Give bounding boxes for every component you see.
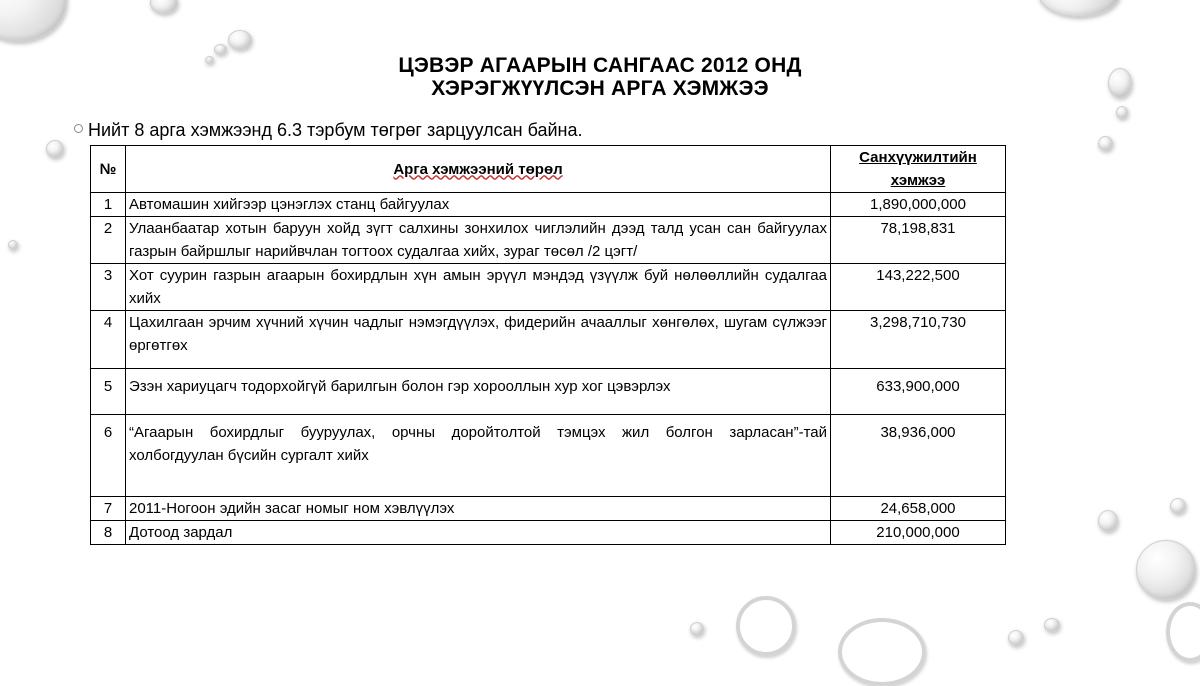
water-ring-decoration <box>736 596 796 656</box>
water-drop-decoration <box>1008 630 1024 646</box>
row-description: Эзэн хариуцагч тодорхойгүй барилгын болон гэр хорооллын хур хог цэвэрлэх <box>126 369 831 415</box>
row-description: “Агаарын бохирдлыг бууруулах, орчны доройтолтой тэмцэх жил болгон зарласан”-тай холбогдуулан бүсийн сургалт хийх <box>126 415 831 497</box>
water-drop-decoration <box>0 0 67 42</box>
table-header-row <box>91 146 1006 193</box>
water-drop-decoration <box>228 30 252 50</box>
table-row <box>91 311 1006 369</box>
header-funding-line-1: Санхүүжилтийн <box>859 149 977 166</box>
slide-title <box>0 54 1200 100</box>
row-amount: 38,936,000 <box>831 415 1006 497</box>
table-row <box>91 217 1006 264</box>
header-funding-amount <box>831 146 1006 193</box>
water-ring-decoration <box>1166 602 1200 662</box>
row-amount: 210,000,000 <box>831 521 1006 545</box>
header-measure-type: Арга хэмжээний төрөл <box>126 146 831 193</box>
water-drop-decoration <box>8 240 18 250</box>
table-row <box>91 521 1006 545</box>
water-drop-decoration <box>46 140 64 158</box>
row-description: Хот суурин газрын агаарын бохирдлын хүн амын эрүүл мэндэд үзүүлж буй нөлөөллийн судалгаа хийх <box>126 264 831 311</box>
row-number: 4 <box>91 311 126 369</box>
row-description: 2011-Ногоон эдийн засаг номыг ном хэвлүүлэх <box>126 497 831 521</box>
water-drop-decoration <box>150 0 178 14</box>
row-number: 2 <box>91 217 126 264</box>
row-number: 7 <box>91 497 126 521</box>
title-line-1: ЦЭВЭР АГААРЫН САНГААС 2012 ОНД <box>398 54 802 77</box>
header-funding-line-2: хэмжээ <box>890 172 946 189</box>
row-amount: 1,890,000,000 <box>831 193 1006 217</box>
water-drop-decoration <box>1136 540 1196 600</box>
water-drop-decoration <box>1098 136 1113 151</box>
row-number: 5 <box>91 369 126 415</box>
table-row <box>91 193 1006 217</box>
water-drop-decoration <box>1116 106 1128 119</box>
water-drop-decoration <box>1038 0 1120 17</box>
row-amount: 78,198,831 <box>831 217 1006 264</box>
water-drop-decoration <box>1044 618 1060 632</box>
table-row <box>91 497 1006 521</box>
row-number: 1 <box>91 193 126 217</box>
measures-table <box>90 145 1006 545</box>
water-drop-decoration <box>1098 510 1118 532</box>
row-amount: 633,900,000 <box>831 369 1006 415</box>
row-description: Автомашин хийгээр цэнэглэх станц байгуулах <box>126 193 831 217</box>
water-drop-decoration <box>1170 498 1186 514</box>
water-ring-decoration <box>838 618 926 686</box>
row-number: 6 <box>91 415 126 497</box>
row-amount: 24,658,000 <box>831 497 1006 521</box>
title-line-2: ХЭРЭГЖҮҮЛСЭН АРГА ХЭМЖЭЭ <box>431 77 769 100</box>
bullet-icon <box>74 124 83 133</box>
water-drop-decoration <box>690 622 704 636</box>
row-number: 8 <box>91 521 126 545</box>
header-number: № <box>91 146 126 193</box>
summary-text: Нийт 8 арга хэмжээнд 6.3 тэрбум төгрөг зарцуулсан байна. <box>88 120 583 140</box>
row-amount: 143,222,500 <box>831 264 1006 311</box>
row-description: Дотоод зардал <box>126 521 831 545</box>
table-row <box>91 264 1006 311</box>
row-description: Улаанбаатар хотын баруун хойд зүгт салхины зонхилох чиглэлийн дээд талд усан сан байгуулах газрын байршлыг нарийвчлан тогтоох судалгаа хийх, зураг төсөл /2 цэгт/ <box>126 217 831 264</box>
table-row <box>91 369 1006 415</box>
row-description: Цахилгаан эрчим хүчний хүчин чадлыг нэмэгдүүлэх, фидерийн ачааллыг хөнгөлөх, шугам сүлжээг өргөтгөх <box>126 311 831 369</box>
row-amount: 3,298,710,730 <box>831 311 1006 369</box>
row-number: 3 <box>91 264 126 311</box>
table-row <box>91 415 1006 497</box>
